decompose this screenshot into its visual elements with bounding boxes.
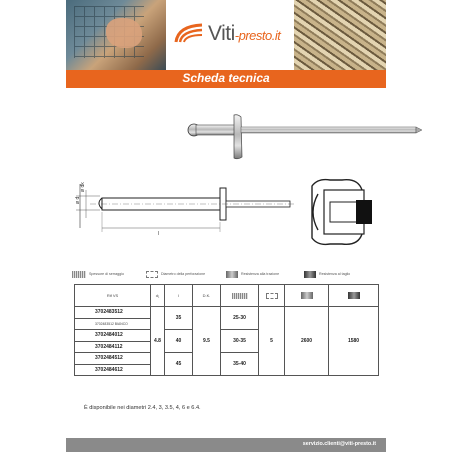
col-header-d: d₁	[151, 285, 165, 307]
page-title: Scheda tecnica	[182, 71, 270, 85]
shear-icon	[301, 292, 313, 299]
col-header-dk: D.K.	[193, 285, 221, 307]
datasheet-page	[66, 0, 386, 452]
footer-email-link[interactable]: servizio.clienti@viti-presto.it	[302, 441, 376, 447]
header-banner	[66, 0, 386, 70]
col-header-l: l	[165, 285, 193, 307]
dk-cell: 9.5	[193, 307, 221, 376]
col-header-hole	[259, 285, 285, 307]
d-cell: 4.8	[151, 307, 165, 376]
l-cell: 45	[165, 353, 193, 376]
clamping-range-icon	[232, 293, 248, 299]
legend-item: Resistenza alla trazione	[226, 268, 279, 280]
toolbox-photo	[66, 0, 166, 70]
footer-bar	[66, 438, 386, 452]
rivet-dimension-drawing	[70, 176, 300, 250]
availability-note: È disponibile nei diametri 2.4, 3, 3.5, 4, 6 e 6.4.	[84, 405, 201, 411]
col-header-grip	[221, 285, 259, 307]
l-cell: 35	[165, 307, 193, 330]
grip-cell: 25-30	[221, 307, 259, 330]
code-cell: 3702484612	[75, 364, 151, 376]
table-header-row	[75, 285, 379, 307]
legend-item: Spessore di serraggio	[72, 268, 124, 280]
col-header-tensile	[329, 285, 379, 307]
code-cell: 3702483512	[75, 307, 151, 319]
rivet-cross-section	[298, 172, 386, 252]
hole-diameter-icon	[266, 293, 278, 299]
table-row	[75, 307, 379, 319]
rivet-illustration	[186, 113, 426, 161]
shear-cell: 2600	[285, 307, 329, 376]
code-cell: 3702484012	[75, 330, 151, 342]
diameter-d-label: ø d	[75, 196, 81, 204]
shear-icon	[226, 271, 238, 278]
screws-photo	[294, 0, 386, 70]
tensile-cell: 1580	[329, 307, 379, 376]
length-l-label: l	[158, 231, 160, 237]
logo-text: Viti-presto.it	[208, 22, 281, 45]
col-header-shear	[285, 285, 329, 307]
col-header-code: Rif VS	[75, 285, 151, 307]
brand-logo[interactable]	[166, 0, 294, 70]
tensile-icon	[304, 271, 316, 278]
spec-table	[74, 284, 379, 376]
swoosh-logo-icon	[174, 22, 204, 44]
l-cell: 40	[165, 330, 193, 353]
grip-cell: 35-40	[221, 353, 259, 376]
hole-cell: 5	[259, 307, 285, 376]
clamping-range-icon	[72, 271, 86, 278]
grip-cell: 30-35	[221, 330, 259, 353]
diameter-dk-label: ø dk	[80, 182, 86, 192]
code-cell: 3702484112	[75, 341, 151, 353]
title-band	[66, 70, 386, 88]
legend	[72, 268, 382, 280]
hole-diameter-icon	[146, 271, 158, 278]
legend-item: Diametro della perforazione	[146, 268, 205, 280]
code-cell: 3702483512 BIANCO	[75, 318, 151, 330]
legend-item: Resistenza al taglio	[304, 268, 350, 280]
code-cell: 3702484512	[75, 353, 151, 365]
tensile-icon	[348, 292, 360, 299]
